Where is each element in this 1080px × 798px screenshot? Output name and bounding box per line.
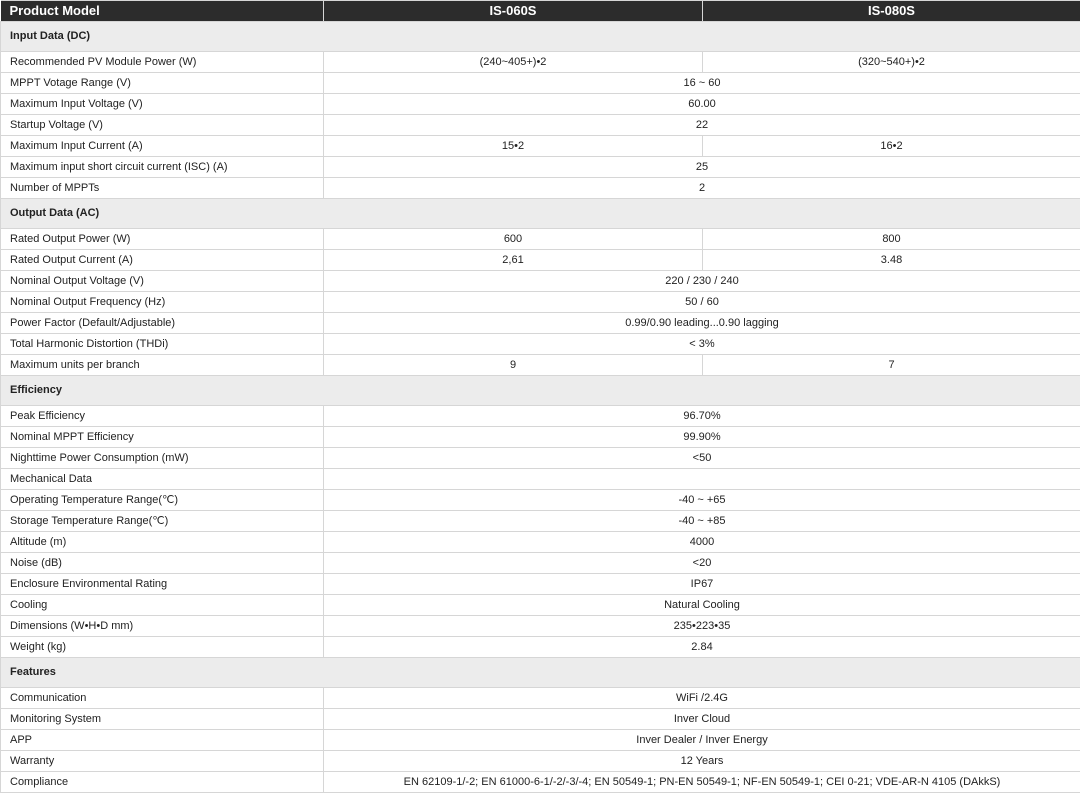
spec-label: Nominal MPPT Efficiency [1, 427, 324, 448]
spec-value: <50 [324, 448, 1080, 469]
spec-value: 16 ~ 60 [324, 73, 1080, 94]
table-row [1, 355, 1080, 376]
spec-label: Monitoring System [1, 709, 324, 730]
spec-value-model-2: 7 [703, 355, 1080, 376]
table-row [1, 772, 1080, 793]
table-row [1, 574, 1080, 595]
spec-label: Rated Output Current (A) [1, 250, 324, 271]
table-row [1, 688, 1080, 709]
spec-label: Maximum Input Voltage (V) [1, 94, 324, 115]
spec-label: Maximum Input Current (A) [1, 136, 324, 157]
spec-value: 2 [324, 178, 1080, 199]
spec-value: WiFi /2.4G [324, 688, 1080, 709]
spec-label: Communication [1, 688, 324, 709]
spec-label: Nominal Output Frequency (Hz) [1, 292, 324, 313]
table-row [1, 94, 1080, 115]
spec-label: Startup Voltage (V) [1, 115, 324, 136]
spec-value: 25 [324, 157, 1080, 178]
header-model-2: IS-080S [703, 1, 1080, 22]
spec-label: Cooling [1, 595, 324, 616]
spec-label: Nominal Output Voltage (V) [1, 271, 324, 292]
table-row [1, 73, 1080, 94]
spec-label: Power Factor (Default/Adjustable) [1, 313, 324, 334]
section-header [1, 376, 1080, 406]
spec-value-model-2: (320~540+)•2 [703, 52, 1080, 73]
spec-label: MPPT Votage Range (V) [1, 73, 324, 94]
table-row [1, 292, 1080, 313]
table-row [1, 250, 1080, 271]
spec-label: Maximum units per branch [1, 355, 324, 376]
spec-label: Noise (dB) [1, 553, 324, 574]
spec-value: 50 / 60 [324, 292, 1080, 313]
section-title: Output Data (AC) [1, 199, 1080, 229]
table-row [1, 136, 1080, 157]
spec-label: Compliance [1, 772, 324, 793]
table-row [1, 178, 1080, 199]
spec-value: EN 62109-1/-2; EN 61000-6-1/-2/-3/-4; EN 50549-1; PN-EN 50549-1; NF-EN 50549-1; CEI 0-21; VDE-AR-N 4105 (DAkkS) [324, 772, 1080, 793]
spec-value-model-1: 15•2 [324, 136, 703, 157]
table-row [1, 157, 1080, 178]
spec-value: 22 [324, 115, 1080, 136]
spec-label: Warranty [1, 751, 324, 772]
header-row [1, 1, 1080, 22]
table-row [1, 229, 1080, 250]
section-title: Input Data (DC) [1, 22, 1080, 52]
spec-value: IP67 [324, 574, 1080, 595]
spec-label: Storage Temperature Range(℃) [1, 511, 324, 532]
spec-value: 2.84 [324, 637, 1080, 658]
table-row [1, 490, 1080, 511]
table-row [1, 532, 1080, 553]
table-row [1, 115, 1080, 136]
spec-value [324, 469, 1080, 490]
spec-value: Inver Dealer / Inver Energy [324, 730, 1080, 751]
spec-label: Nighttime Power Consumption (mW) [1, 448, 324, 469]
spec-value: -40 ~ +85 [324, 511, 1080, 532]
spec-label: Altitude (m) [1, 532, 324, 553]
spec-value: 220 / 230 / 240 [324, 271, 1080, 292]
spec-value-model-2: 16•2 [703, 136, 1080, 157]
spec-label: Peak Efficiency [1, 406, 324, 427]
spec-label: Rated Output Power (W) [1, 229, 324, 250]
spec-value: Natural Cooling [324, 595, 1080, 616]
spec-value: <20 [324, 553, 1080, 574]
table-row [1, 334, 1080, 355]
spec-value: Inver Cloud [324, 709, 1080, 730]
spec-value: 96.70% [324, 406, 1080, 427]
spec-value-model-1: (240~405+)•2 [324, 52, 703, 73]
spec-value: 4000 [324, 532, 1080, 553]
spec-label: Total Harmonic Distortion (THDi) [1, 334, 324, 355]
table-row [1, 553, 1080, 574]
table-row [1, 448, 1080, 469]
table-row [1, 595, 1080, 616]
spec-value-model-1: 2,61 [324, 250, 703, 271]
section-title: Efficiency [1, 376, 1080, 406]
spec-value: 60.00 [324, 94, 1080, 115]
table-row [1, 427, 1080, 448]
table-row [1, 52, 1080, 73]
table-row [1, 469, 1080, 490]
spec-value: -40 ~ +65 [324, 490, 1080, 511]
table-row [1, 637, 1080, 658]
spec-label: Mechanical Data [1, 469, 324, 490]
spec-label: Weight (kg) [1, 637, 324, 658]
section-header [1, 658, 1080, 688]
spec-body [1, 22, 1080, 793]
spec-label: Enclosure Environmental Rating [1, 574, 324, 595]
table-row [1, 616, 1080, 637]
spec-label: Recommended PV Module Power (W) [1, 52, 324, 73]
spec-value: 0.99/0.90 leading...0.90 lagging [324, 313, 1080, 334]
spec-label: Dimensions (W•H•D mm) [1, 616, 324, 637]
header-model-1: IS-060S [324, 1, 703, 22]
table-row [1, 709, 1080, 730]
section-header [1, 199, 1080, 229]
spec-value-model-2: 800 [703, 229, 1080, 250]
spec-value-model-2: 3.48 [703, 250, 1080, 271]
table-row [1, 313, 1080, 334]
table-row [1, 271, 1080, 292]
spec-value-model-1: 600 [324, 229, 703, 250]
spec-label: Number of MPPTs [1, 178, 324, 199]
table-row [1, 751, 1080, 772]
spec-label: APP [1, 730, 324, 751]
spec-label: Maximum input short circuit current (ISC) (A) [1, 157, 324, 178]
spec-value: < 3% [324, 334, 1080, 355]
table-row [1, 730, 1080, 751]
table-row [1, 406, 1080, 427]
spec-value: 12 Years [324, 751, 1080, 772]
spec-label: Operating Temperature Range(℃) [1, 490, 324, 511]
spec-value: 235•223•35 [324, 616, 1080, 637]
header-label: Product Model [1, 1, 324, 22]
spec-value: 99.90% [324, 427, 1080, 448]
spec-value-model-1: 9 [324, 355, 703, 376]
section-title: Features [1, 658, 1080, 688]
table-row [1, 511, 1080, 532]
section-header [1, 22, 1080, 52]
